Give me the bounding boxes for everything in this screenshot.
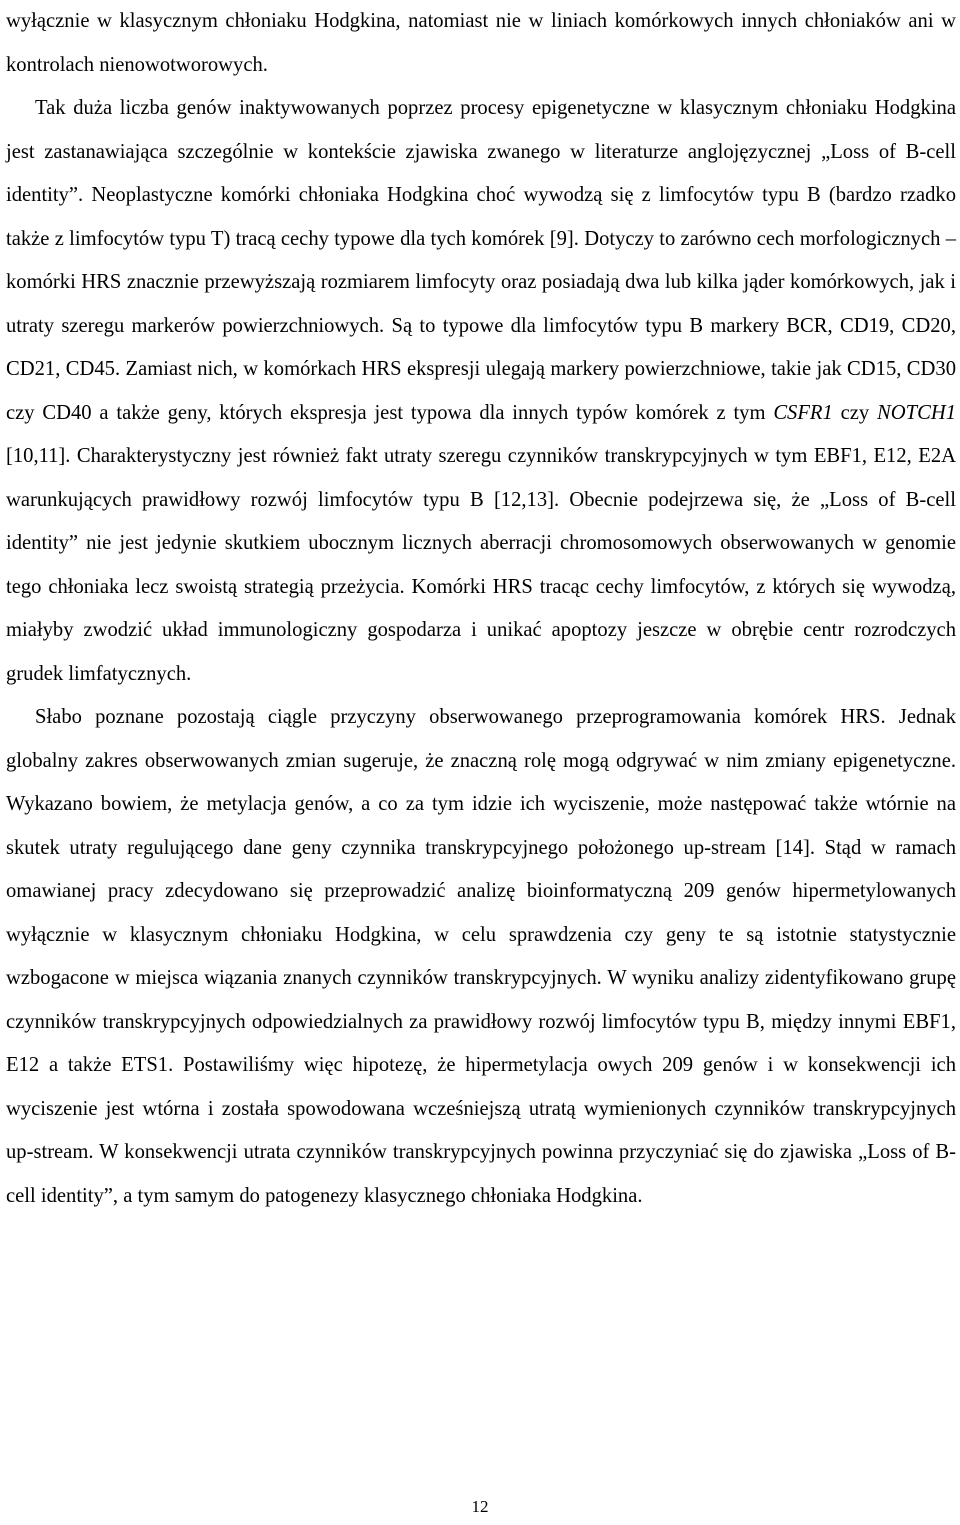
italic-gene-name: NOTCH1 (877, 401, 956, 424)
paragraph-continuation (6, 0, 956, 87)
page-number: 12 (471, 1497, 489, 1516)
paragraph-epigenetic-reprogramming (6, 696, 956, 1218)
text-run: Tak duża liczba genów inaktywowanych poprzez procesy epigenetyczne w klasycznym chłoniaku Hodgkina jest zastanawiająca szczególnie w kontekście zjawiska zwanego w literaturze anglojęzycznej „Loss of B-cell identity”. Neoplastyczne komórki chłoniaka Hodgkina choć wywodzą się z limfocytów typu B (bardzo rzadko także z limfocytów typu T) tracą cechy typowe dla tych komórek [9]. Dotyczy to zarówno cech morfologicznych – komórki HRS znacznie przewyższają rozmiarem limfocyty oraz posiadają dwa lub kilka jąder komórkowych, jak i utraty szeregu markerów powierzchniowych. Są to typowe dla limfocytów typu B markery BCR, CD19, CD20, CD21, CD45. Zamiast nich, w komórkach HRS ekspresji ulegają markery powierzchniowe, takie jak CD15, CD30 czy CD40 a także geny, których ekspresja jest typowa dla innych typów komórek z tym (6, 97, 956, 424)
text-run: czy (832, 401, 878, 424)
text-run: wyłącznie w klasycznym chłoniaku Hodgkina, natomiast nie w liniach komórkowych innych chłoniaków ani w kontrolach nienowotworowych. (6, 10, 956, 76)
text-run: [10,11]. Charakterystyczny jest również fakt utraty szeregu czynników transkrypcyjnych w tym EBF1, E12, E2A warunkujących prawidłowy rozwój limfocytów typu B [12,13]. Obecnie podejrzewa się, że „Loss of B-cell identity” nie jest jedynie skutkiem ubocznym licznych aberracji chromosomowych obserwowanych w genomie tego chłoniaka lecz swoistą strategią przeżycia. Komórki HRS tracąc cechy limfocytów, z których się wywodzą, miałyby zwodzić układ immunologiczny gospodarza i unikać apoptozy jeszcze w obrębie centr rozrodczych grudek limfatycznych. (6, 445, 956, 685)
document-page (6, 0, 956, 1218)
italic-gene-name: CSFR1 (773, 401, 833, 424)
paragraph-loss-of-b-cell-identity (6, 87, 956, 696)
text-run: Słabo poznane pozostają ciągle przyczyny obserwowanego przeprogramowania komórek HRS. Jednak globalny zakres obserwowanych zmian sugeruje, że znaczną rolę mogą odgrywać w nim zmiany epigenetyczne. Wykazano bowiem, że metylacja genów, a co za tym idzie ich wyciszenie, może następować także wtórnie na skutek utraty regulującego dane geny czynnika transkrypcyjnego położonego up-stream [14]. Stąd w ramach omawianej pracy zdecydowano się przeprowadzić analizę bioinformatyczną 209 genów hipermetylowanych wyłącznie w klasycznym chłoniaku Hodgkina, w celu sprawdzenia czy geny te są istotnie statystycznie wzbogacone w miejsca wiązania znanych czynników transkrypcyjnych. W wyniku analizy zidentyfikowano grupę czynników transkrypcyjnych odpowiedzialnych za prawidłowy rozwój limfocytów typu B, między innymi EBF1, E12 a także ETS1. Postawiliśmy więc hipotezę, że hipermetylacja owych 209 genów i w konsekwencji ich wyciszenie jest wtórna i została spowodowana wcześniejszą utratą wymienionych czynników transkrypcyjnych up-stream. W konsekwencji utrata czynników transkrypcyjnych powinna przyczyniać się do zjawiska „Loss of B-cell identity”, a tym samym do patogenezy klasycznego chłoniaka Hodgkina. (6, 706, 956, 1207)
